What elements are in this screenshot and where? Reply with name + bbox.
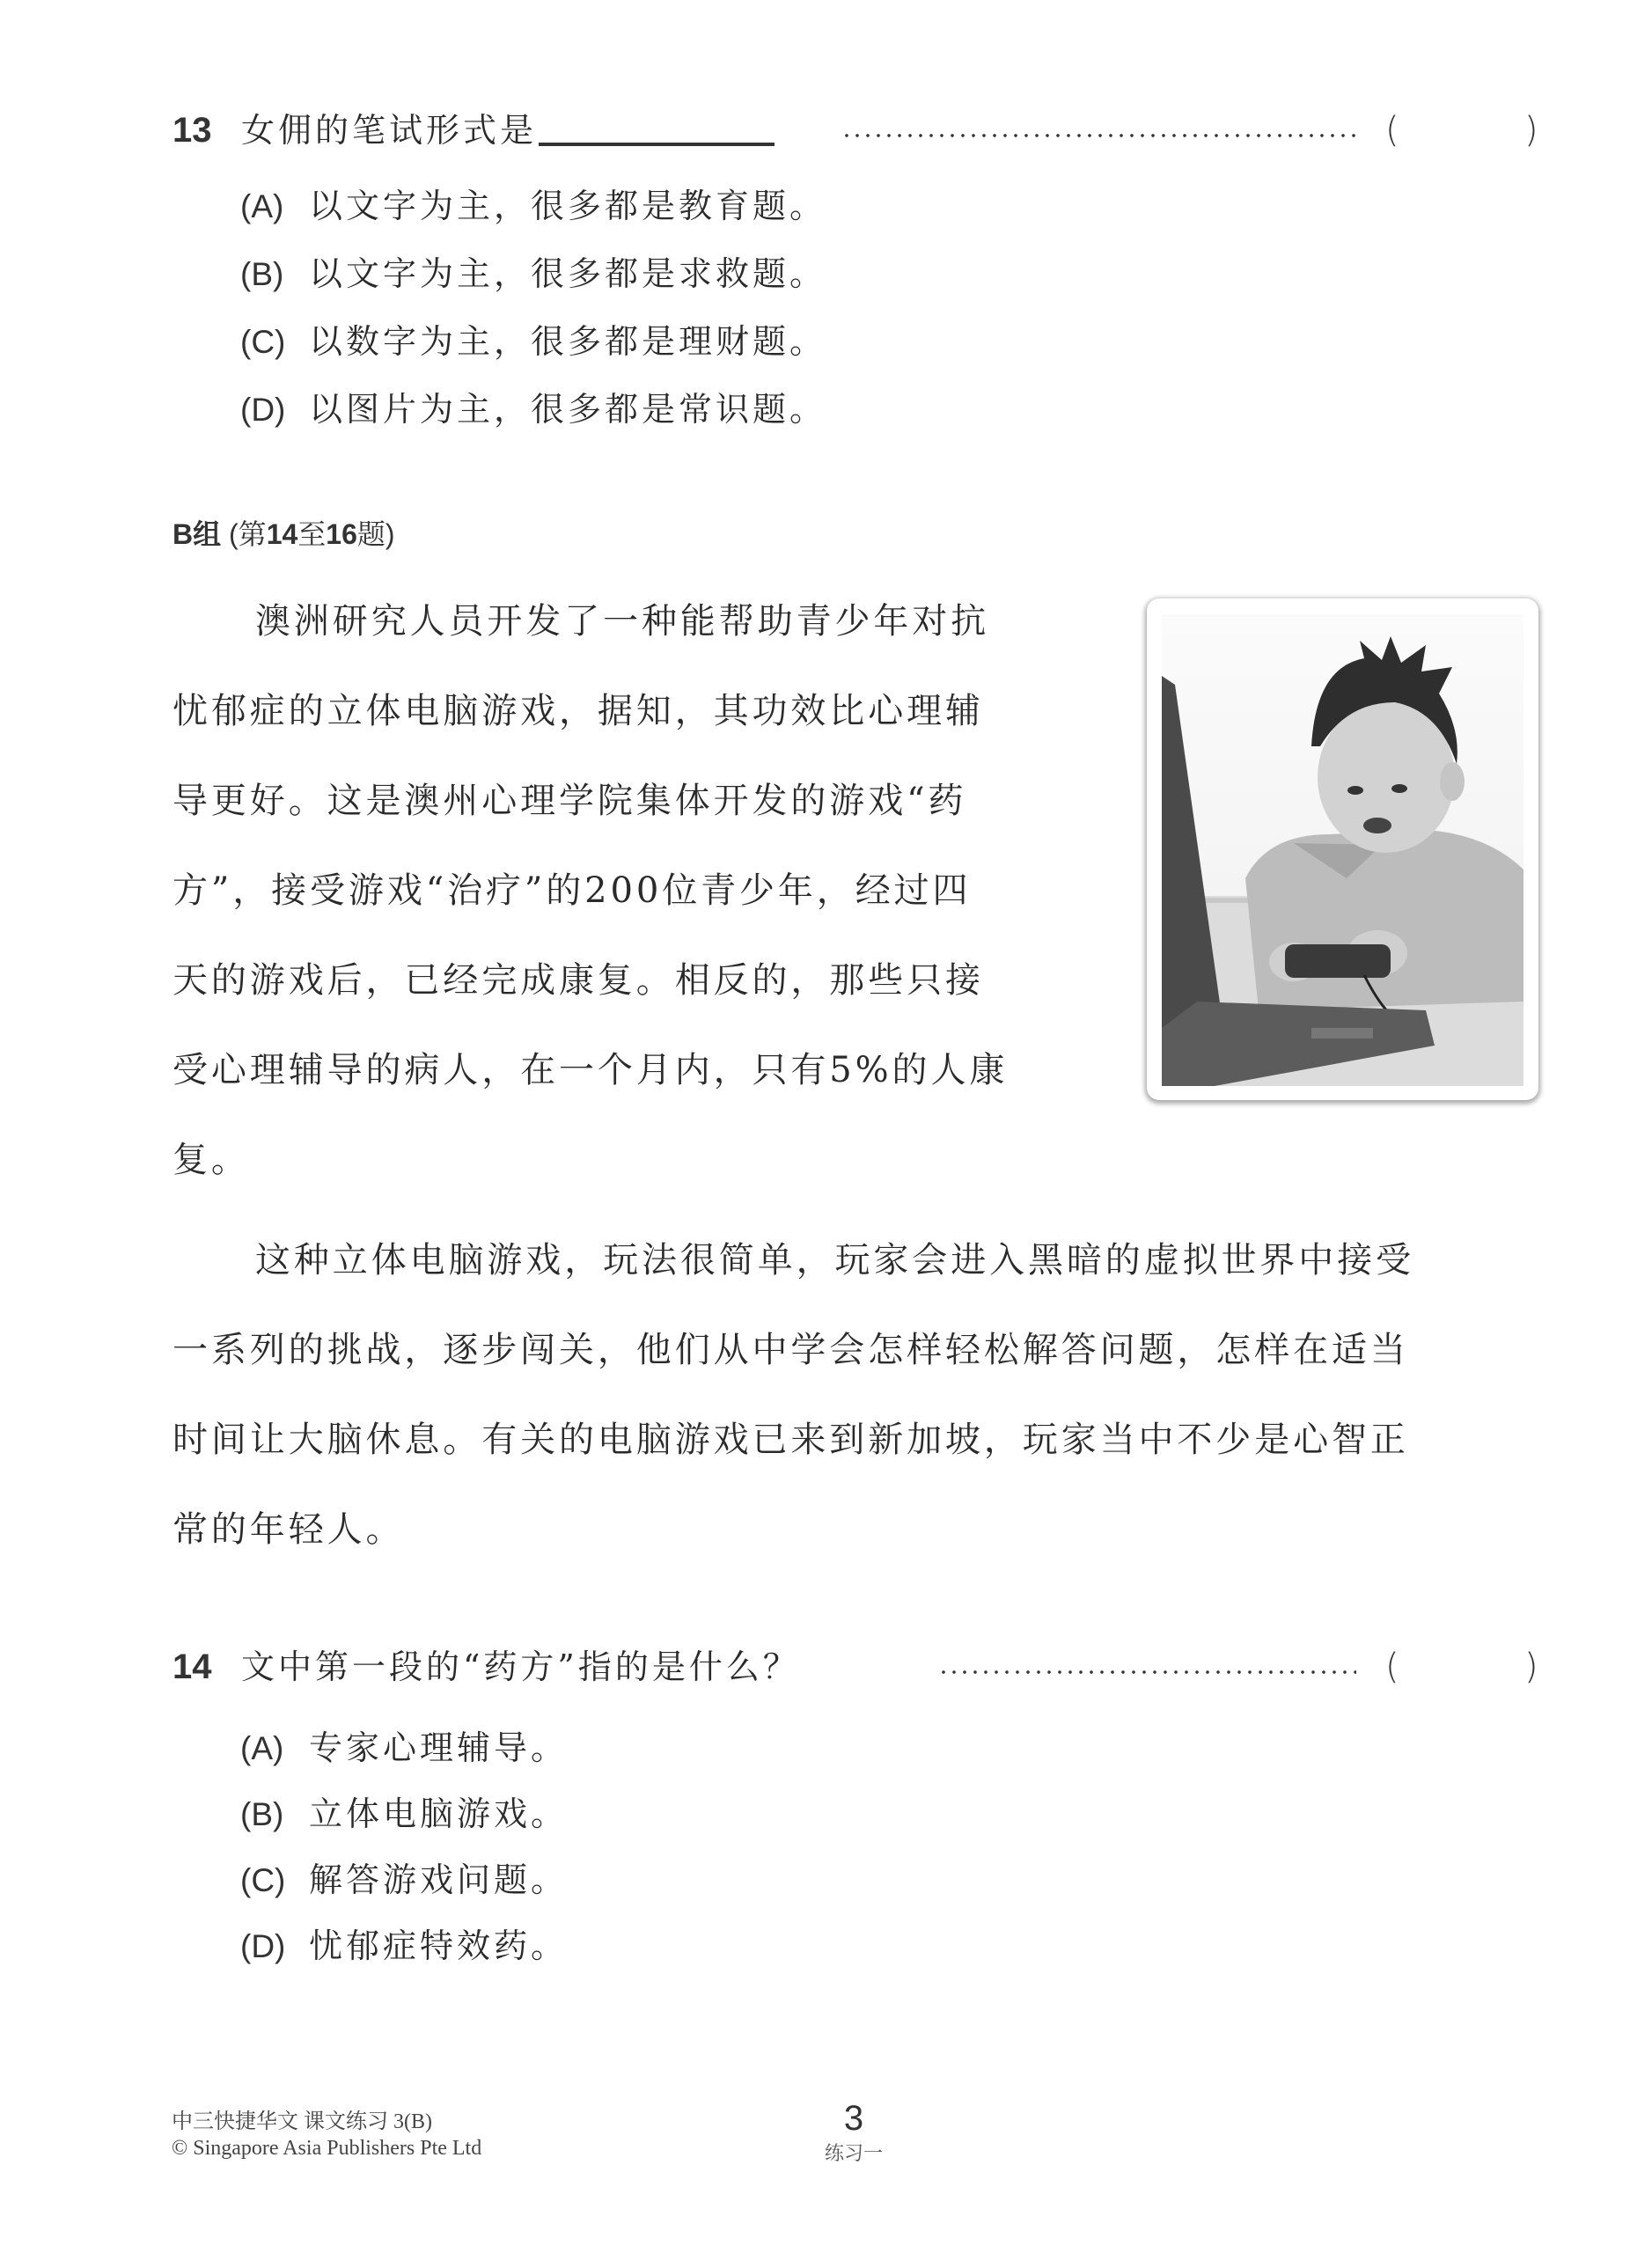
exercise-label: 练习一 bbox=[824, 2143, 883, 2165]
option-label: (D) bbox=[240, 1928, 286, 1964]
option-text: 立体电脑游戏。 bbox=[309, 1794, 569, 1833]
option-label: (A) bbox=[240, 1730, 284, 1766]
option-d[interactable] bbox=[240, 383, 826, 436]
option-text: 专家心理辅导。 bbox=[309, 1728, 569, 1767]
range-mid: 至 bbox=[297, 518, 327, 550]
option-text: 忧郁症特效药。 bbox=[309, 1926, 569, 1965]
answer-paren-open: ( bbox=[1385, 1647, 1399, 1687]
answer-box[interactable] bbox=[1405, 107, 1519, 153]
option-label: (C) bbox=[240, 324, 286, 360]
option-c[interactable] bbox=[240, 315, 826, 368]
passage-line: 天的游戏后，已经完成康复。相反的，那些只接 bbox=[173, 960, 984, 1001]
option-label: (B) bbox=[240, 256, 284, 292]
range-close: 题) bbox=[356, 518, 395, 550]
option-b[interactable] bbox=[240, 247, 826, 300]
option-label: (D) bbox=[240, 392, 286, 428]
option-label: (C) bbox=[240, 1862, 286, 1898]
passage-line: 受心理辅导的病人，在一个月内，只有5%的人康 bbox=[173, 1050, 1009, 1090]
question-stem bbox=[241, 104, 775, 157]
boy-gaming-photo bbox=[1162, 614, 1524, 1086]
passage-line: 复。 bbox=[173, 1140, 250, 1180]
question-number: 13 bbox=[173, 111, 212, 150]
section-b-title bbox=[173, 512, 395, 556]
option-text: 解答游戏问题。 bbox=[309, 1860, 569, 1899]
passage-line: 忧郁症的立体电脑游戏，据知，其功效比心理辅 bbox=[173, 691, 984, 731]
photo-frame bbox=[1147, 598, 1538, 1100]
question-13-header bbox=[173, 104, 1546, 157]
option-d[interactable] bbox=[240, 1919, 568, 1972]
range-open: (第 bbox=[229, 518, 267, 550]
answer-box[interactable] bbox=[1405, 1644, 1519, 1690]
boy-with-laptop-illustration bbox=[1162, 614, 1524, 1086]
range-start: 14 bbox=[266, 518, 298, 550]
footer-book-info bbox=[172, 2109, 481, 2161]
answer-paren-open: ( bbox=[1385, 110, 1399, 150]
option-text: 以文字为主，很多都是教育题。 bbox=[309, 187, 827, 225]
dotted-leader bbox=[938, 1670, 1356, 1674]
passage-line: 常的年轻人。 bbox=[173, 1509, 405, 1550]
option-a[interactable] bbox=[240, 1721, 568, 1774]
page-number: 3 bbox=[843, 2099, 864, 2138]
option-text: 以数字为主，很多都是理财题。 bbox=[309, 322, 827, 361]
question-stem: 文中第一段的“药方”指的是什么？ bbox=[241, 1648, 800, 1686]
question-14-header bbox=[173, 1640, 1546, 1693]
passage-line: 澳洲研究人员开发了一种能帮助青少年对抗 bbox=[255, 601, 990, 642]
passage-paragraph-2 bbox=[173, 1215, 1414, 1574]
answer-paren-close: ) bbox=[1524, 1647, 1538, 1687]
passage-line: 时间让大脑休息。有关的电脑游戏已来到新加坡，玩家当中不少是心智正 bbox=[173, 1420, 1409, 1460]
dotted-leader bbox=[841, 134, 1356, 137]
section-group-label: B组 bbox=[173, 518, 222, 550]
passage-line: 导更好。这是澳州心理学院集体开发的游戏“药 bbox=[173, 781, 967, 821]
fill-in-blank-line[interactable] bbox=[539, 104, 775, 146]
passage-line: 一系列的挑战，逐步闯关，他们从中学会怎样轻松解答问题，怎样在适当 bbox=[173, 1330, 1409, 1370]
option-c[interactable] bbox=[240, 1853, 568, 1906]
passage-line: 方”，接受游戏“治疗”的200位青少年，经过四 bbox=[173, 870, 972, 911]
range-end: 16 bbox=[326, 518, 357, 550]
question-number: 14 bbox=[173, 1648, 212, 1686]
option-label: (B) bbox=[240, 1796, 284, 1832]
answer-paren-close: ) bbox=[1524, 110, 1538, 150]
copyright-notice: © Singapore Asia Publishers Pte Ltd bbox=[172, 2137, 482, 2160]
question-stem-text: 女佣的笔试形式是 bbox=[241, 111, 538, 150]
option-label: (A) bbox=[240, 188, 284, 224]
book-title: 中三快捷华文 课文练习 3(B) bbox=[172, 2110, 432, 2133]
option-a[interactable] bbox=[240, 180, 826, 232]
option-text: 以图片为主，很多都是常识题。 bbox=[309, 390, 827, 429]
passage-line: 这种立体电脑游戏，玩法很简单，玩家会进入黑暗的虚拟世界中接受 bbox=[255, 1240, 1414, 1281]
option-text: 以文字为主，很多都是求救题。 bbox=[309, 254, 827, 293]
passage-paragraph-1 bbox=[173, 576, 1008, 1205]
option-b[interactable] bbox=[240, 1787, 568, 1840]
